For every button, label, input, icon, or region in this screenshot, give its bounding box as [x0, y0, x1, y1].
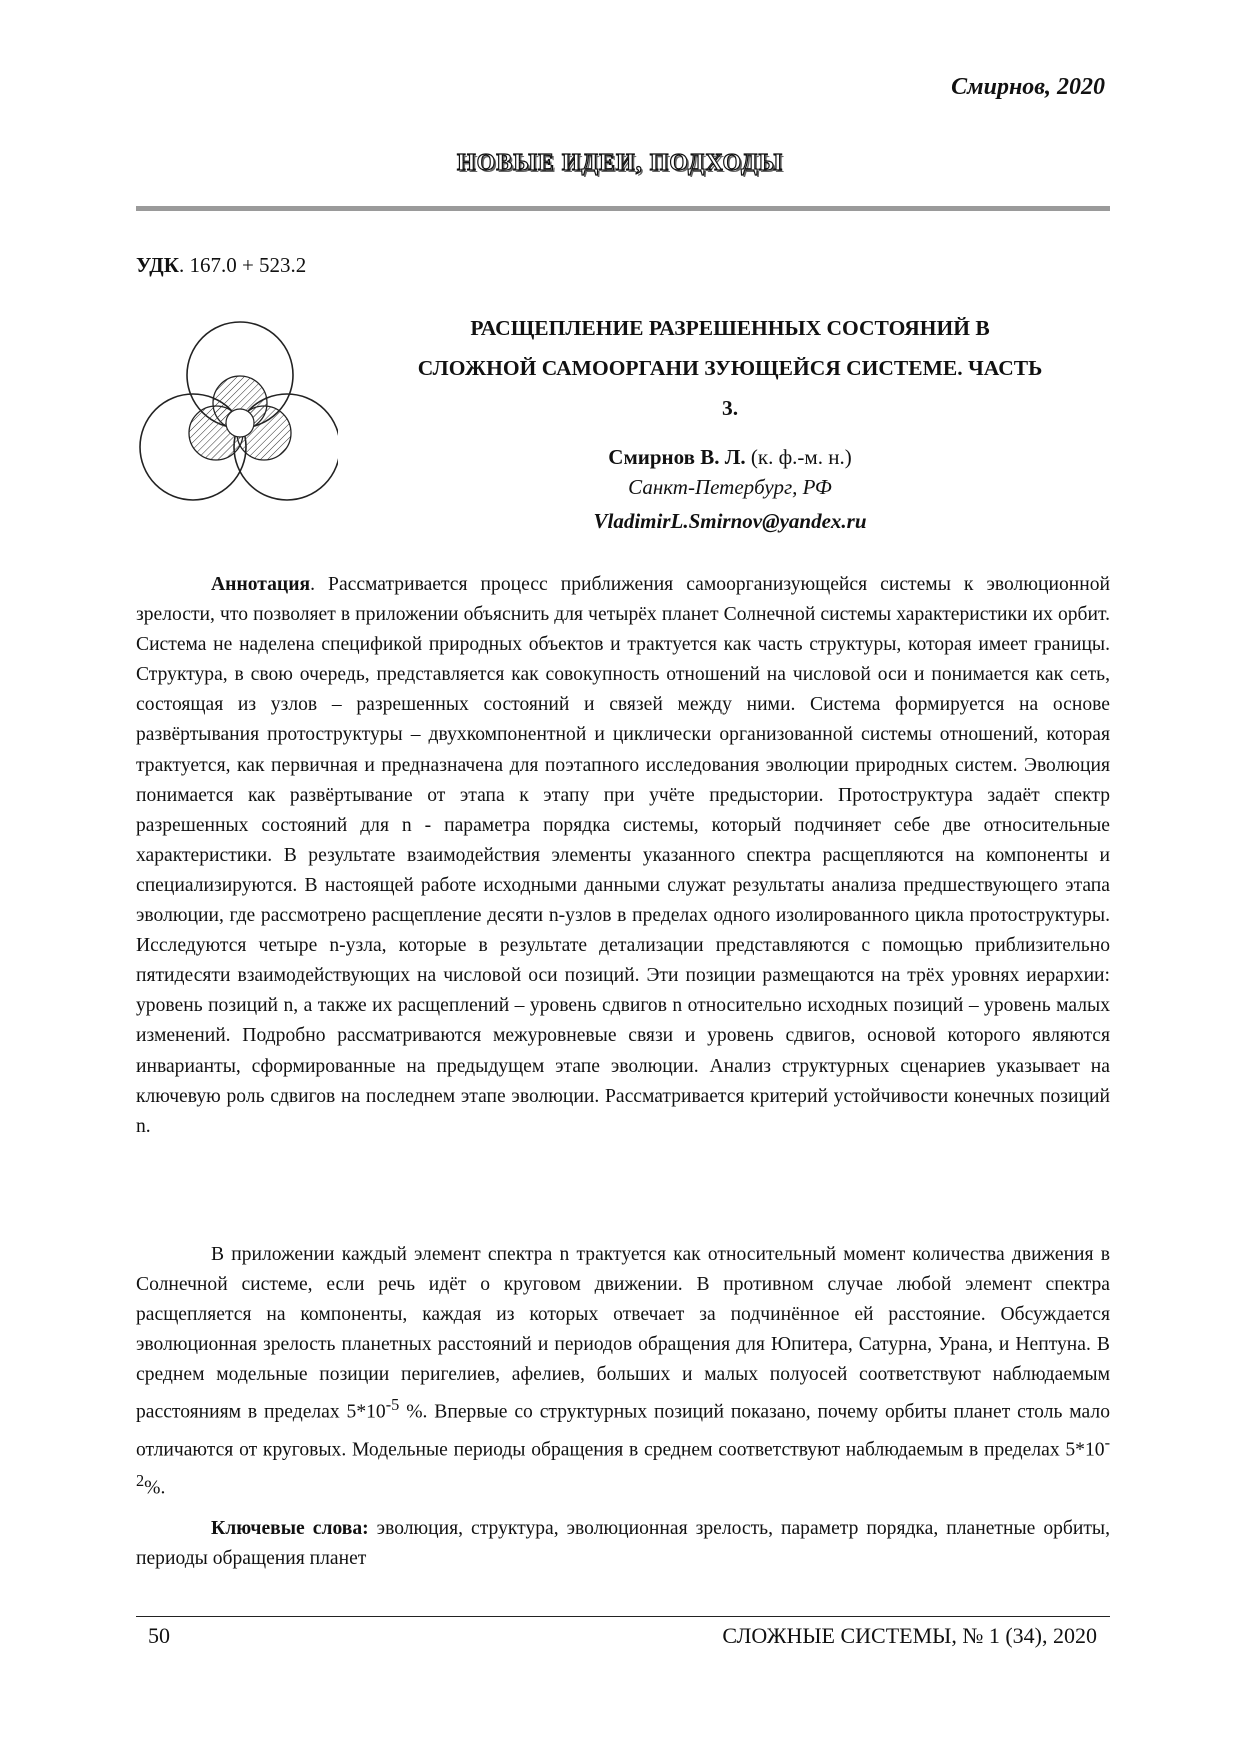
udk-line [136, 253, 306, 278]
udk-code: . 167.0 + 523.2 [178, 253, 307, 277]
journal-footer: СЛОЖНЫЕ СИСТЕМЫ, № 1 (34), 2020 [722, 1623, 1097, 1648]
section-title: НОВЫЕ ИДЕИ, ПОДХОДЫ [456, 150, 784, 176]
title-line-3: 3. [721, 396, 739, 420]
paper-title [350, 308, 1110, 428]
footer-rule [136, 1616, 1110, 1617]
keywords-label: Ключевые слова: [211, 1518, 369, 1539]
author-degree: (к. ф.-м. н.) [745, 445, 852, 469]
abstract-p2-part2: %. Впервые со структурных позиций показано, почему орбиты планет столь мало отличаются от круговых. Модельные периоды обращения в среднем соответствуют наблюдаемым в пределах 5*10 [136, 1402, 1110, 1461]
abstract-p2-part3: %. [144, 1477, 166, 1499]
page-number: 50 [148, 1623, 170, 1648]
abstract-label: Аннотация [211, 574, 311, 595]
author-name: Смирнов В. Л. [608, 445, 746, 469]
author-line [350, 443, 1110, 471]
abstract-paragraph-1 [136, 570, 1110, 1142]
title-line-1: РАСЩЕПЛЕНИЕ РАЗРЕШЕННЫХ СОСТОЯНИЙ В [470, 316, 990, 340]
udk-label: УДК [136, 253, 179, 277]
abstract-text: . Рассматривается процесс приближения самоорганизующейся системы к эволюционной зрелости, что позволяет в приложении объяснить для четырёх планет Солнечной системы характеристики их орбит. Система не наделена спецификой природных объектов и трактуется как часть структуры, которая имеет границы. Структура, в свою очередь, представляется как совокупность отношений на числовой оси и понимается как сеть, состоящая из узлов – разрешенных состояний и связей между ними. Система формируется на основе развёртывания протоструктуры – двухкомпонентной и циклически организованной системы отношений, которая трактуется, как первичная и предназначена для поэтапного исследования эволюции природных систем. Эволюция понимается как развёртывание от этапа к этапу при учёте предыстории. Протоструктура задаёт спектр разрешенных состояний для n - параметра порядка системы, который подчиняет себе две относительные характеристики. В результате взаимодействия элементы указанного спектра расщепляются на компоненты и специализируются. В настоящей работе исходными данными служат результаты анализа предшествующего этапа эволюции, где рассмотрено расщепление десяти n-узлов в пределах одного изолированного цикла протоструктуры. Исследуются четыре n-узла, которые в результате детализации представляются с помощью приблизительно пятидесяти взаимодействующих на числовой оси позиций. Эти позиции размещаются на трёх уровнях иерархии: уровень позиций n, а также их расщеплений – уровень сдвигов n относительно исходных позиций – уровень малых изменений. Подробно рассматриваются межуровневые связи и уровень сдвигов, основой которого являются инварианты, сформированные на предыдущем этапе эволюции. Анализ структурных сценариев указывает на ключевую роль сдвигов на последнем этапе эволюции. Рассматривается критерий устойчивости конечных позиций n. [136, 574, 1110, 1137]
exponent-2: -2 [136, 1433, 1110, 1490]
abstract-paragraph-2 [136, 1240, 1110, 1503]
author-email[interactable]: VladimirL.Smirnov@yandex.ru [593, 509, 867, 533]
abstract-p2-part1: В приложении каждый элемент спектра n трактуется как относительный момент количества движения в Солнечной системе, если речь идёт о круговом движении. В противном случае любой элемент спектра расщепляется на компоненты, каждая из которых отвечает за подчинённое ей расстояние. Обсуждается эволюционная зрелость планетных расстояний и периодов обращения для Юпитера, Сатурна, Урана, и Нептуна. В среднем модельные позиции перигелиев, афелиев, больших и малых полуосей соответствуют наблюдаемым расстояниям в пределах 5*10 [136, 1244, 1110, 1423]
exponent-1: -5 [385, 1395, 400, 1415]
running-head: Смирнов, 2020 [951, 74, 1105, 100]
author-city: Санкт-Петербург, РФ [628, 475, 832, 499]
journal-logo [138, 320, 338, 510]
header-rule [136, 206, 1110, 211]
title-line-2: СЛОЖНОЙ САМООРГАНИ ЗУЮЩЕЙСЯ СИСТЕМЕ. ЧАСТЬ [417, 356, 1043, 380]
keywords-text: эволюция, структура, эволюционная зрелость, параметр порядка, планетные орбиты, периоды обращения планет [136, 1518, 1110, 1570]
keywords-paragraph [136, 1514, 1110, 1574]
